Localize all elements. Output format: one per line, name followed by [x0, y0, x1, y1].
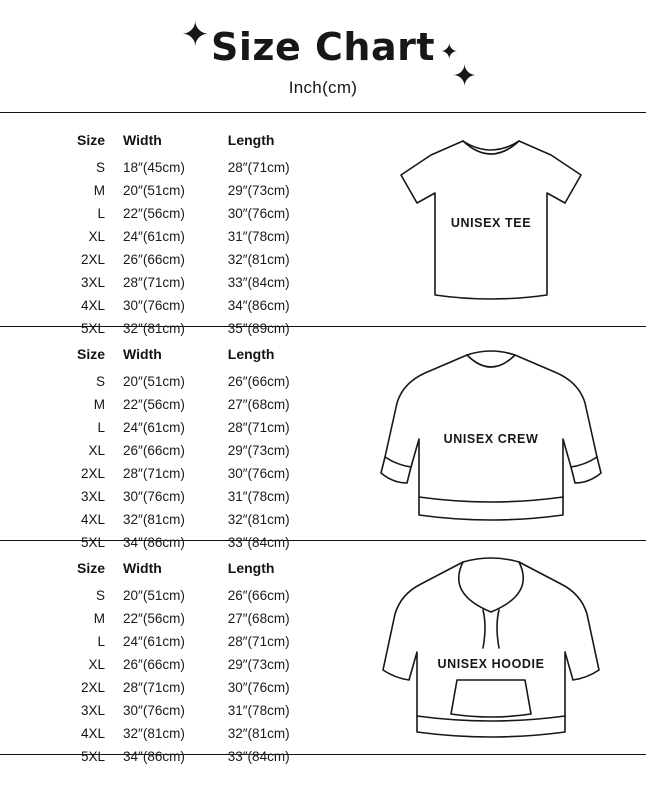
hoodie-icon — [371, 550, 611, 746]
cell-size: L — [97, 634, 106, 649]
cell-size: 4XL — [81, 512, 106, 527]
table-row — [0, 179, 336, 202]
cell-width: 26″(66cm) — [123, 443, 185, 458]
cell-width: 20″(51cm) — [123, 183, 185, 198]
cell-length: 33″(84cm) — [227, 275, 290, 290]
cell-width: 30″(76cm) — [123, 298, 185, 313]
section-unisex-hoodie — [0, 541, 646, 764]
cell-length: 29″(73cm) — [227, 657, 290, 672]
garment-label: UNISEX CREW — [443, 431, 539, 446]
column-header-size: Size — [77, 132, 106, 148]
cell-length: 27″(68cm) — [227, 397, 290, 412]
cell-size: 2XL — [81, 680, 106, 695]
table-row — [0, 676, 336, 699]
cell-length: 28″(71cm) — [227, 634, 290, 649]
unit-subtitle: Inch(cm) — [288, 78, 358, 97]
cell-size: 2XL — [81, 252, 106, 267]
cell-size: S — [96, 160, 106, 175]
cell-size: M — [93, 397, 106, 412]
garment-illustration-crew — [336, 327, 646, 540]
column-header-size: Size — [77, 346, 106, 362]
garment-illustration-hoodie — [336, 541, 646, 754]
size-table-wrap-hoodie — [0, 541, 336, 764]
cell-size: 5XL — [81, 321, 106, 336]
table-row — [0, 607, 336, 630]
cell-length: 31″(78cm) — [227, 229, 290, 244]
cell-length: 31″(78cm) — [227, 489, 290, 504]
cell-width: 28″(71cm) — [123, 275, 185, 290]
column-header-length: Length — [227, 132, 275, 148]
size-table-tee — [0, 129, 336, 340]
cell-width: 34″(86cm) — [123, 535, 185, 550]
cell-length: 34″(86cm) — [227, 298, 290, 313]
table-row — [0, 699, 336, 722]
cell-size: 4XL — [81, 726, 106, 741]
garment-label: UNISEX HOODIE — [437, 656, 545, 671]
cell-size: S — [96, 374, 106, 389]
cell-length: 28″(71cm) — [227, 420, 290, 435]
tshirt-icon — [371, 127, 611, 312]
sparkle-icon: ✦ — [181, 16, 210, 54]
cell-size: 3XL — [81, 275, 106, 290]
cell-size: M — [93, 183, 106, 198]
table-row — [0, 462, 336, 485]
cell-width: 24″(61cm) — [123, 420, 185, 435]
table-row — [0, 508, 336, 531]
cell-length: 30″(76cm) — [227, 680, 290, 695]
size-table-wrap-tee — [0, 113, 336, 336]
cell-width: 28″(71cm) — [123, 466, 185, 481]
garment-label: UNISEX TEE — [450, 216, 532, 230]
table-row — [0, 294, 336, 317]
cell-size: 4XL — [81, 298, 106, 313]
cell-length: 26″(66cm) — [227, 374, 290, 389]
cell-length: 35″(89cm) — [227, 321, 290, 336]
cell-size: 3XL — [81, 703, 106, 718]
cell-size: L — [97, 420, 106, 435]
table-row — [0, 745, 336, 768]
table-row — [0, 248, 336, 271]
cell-length: 29″(73cm) — [227, 183, 290, 198]
cell-length: 26″(66cm) — [227, 588, 290, 603]
size-table-hoodie — [0, 557, 336, 768]
column-header-length: Length — [227, 560, 275, 576]
cell-length: 32″(81cm) — [227, 512, 290, 527]
table-row — [0, 202, 336, 225]
cell-width: 24″(61cm) — [123, 634, 185, 649]
cell-width: 24″(61cm) — [123, 229, 185, 244]
cell-size: 5XL — [81, 749, 106, 764]
chart-header — [0, 0, 646, 112]
table-row — [0, 722, 336, 745]
cell-length: 29″(73cm) — [227, 443, 290, 458]
table-header-row — [0, 129, 336, 156]
size-table-wrap-crew — [0, 327, 336, 550]
column-header-size: Size — [77, 560, 106, 576]
column-header-length: Length — [227, 346, 275, 362]
table-row — [0, 630, 336, 653]
section-unisex-tee — [0, 113, 646, 336]
cell-width: 32″(81cm) — [123, 512, 185, 527]
column-header-width: Width — [123, 132, 162, 148]
cell-size: M — [93, 611, 106, 626]
cell-length: 33″(84cm) — [227, 749, 290, 764]
cell-width: 26″(66cm) — [123, 252, 185, 267]
sweatshirt-icon — [371, 339, 611, 529]
cell-size: 5XL — [81, 535, 106, 550]
cell-length: 27″(68cm) — [227, 611, 290, 626]
table-row — [0, 370, 336, 393]
cell-width: 22″(56cm) — [123, 611, 185, 626]
cell-width: 22″(56cm) — [123, 397, 185, 412]
garment-illustration-tee — [336, 113, 646, 326]
cell-width: 26″(66cm) — [123, 657, 185, 672]
section-unisex-crew — [0, 327, 646, 550]
cell-length: 32″(81cm) — [227, 726, 290, 741]
cell-width: 18″(45cm) — [123, 160, 185, 175]
cell-width: 32″(81cm) — [123, 726, 185, 741]
cell-size: S — [96, 588, 106, 603]
table-row — [0, 271, 336, 294]
table-row — [0, 225, 336, 248]
column-header-width: Width — [123, 560, 162, 576]
cell-width: 30″(76cm) — [123, 703, 185, 718]
cell-width: 20″(51cm) — [123, 588, 185, 603]
cell-size: L — [97, 206, 106, 221]
table-row — [0, 393, 336, 416]
cell-width: 20″(51cm) — [123, 374, 185, 389]
table-row — [0, 584, 336, 607]
cell-size: XL — [88, 229, 106, 244]
table-header-row — [0, 557, 336, 584]
cell-width: 32″(81cm) — [123, 321, 185, 336]
table-header-row — [0, 343, 336, 370]
sparkle-icon: ✦ — [440, 39, 459, 64]
table-row — [0, 156, 336, 179]
table-row — [0, 653, 336, 676]
size-table-crew — [0, 343, 336, 554]
cell-size: XL — [88, 657, 106, 672]
cell-size: XL — [88, 443, 106, 458]
cell-width: 30″(76cm) — [123, 489, 185, 504]
table-row — [0, 416, 336, 439]
table-row — [0, 485, 336, 508]
page-title: Size Chart — [210, 25, 435, 69]
cell-size: 3XL — [81, 489, 106, 504]
cell-length: 33″(84cm) — [227, 535, 290, 550]
cell-width: 28″(71cm) — [123, 680, 185, 695]
column-header-width: Width — [123, 346, 162, 362]
cell-length: 28″(71cm) — [227, 160, 290, 175]
cell-length: 30″(76cm) — [227, 206, 290, 221]
sparkle-icon: ✦ — [452, 60, 478, 93]
table-row — [0, 439, 336, 462]
cell-size: 2XL — [81, 466, 106, 481]
cell-width: 22″(56cm) — [123, 206, 185, 221]
cell-length: 31″(78cm) — [227, 703, 290, 718]
cell-length: 30″(76cm) — [227, 466, 290, 481]
cell-width: 34″(86cm) — [123, 749, 185, 764]
cell-length: 32″(81cm) — [227, 252, 290, 267]
